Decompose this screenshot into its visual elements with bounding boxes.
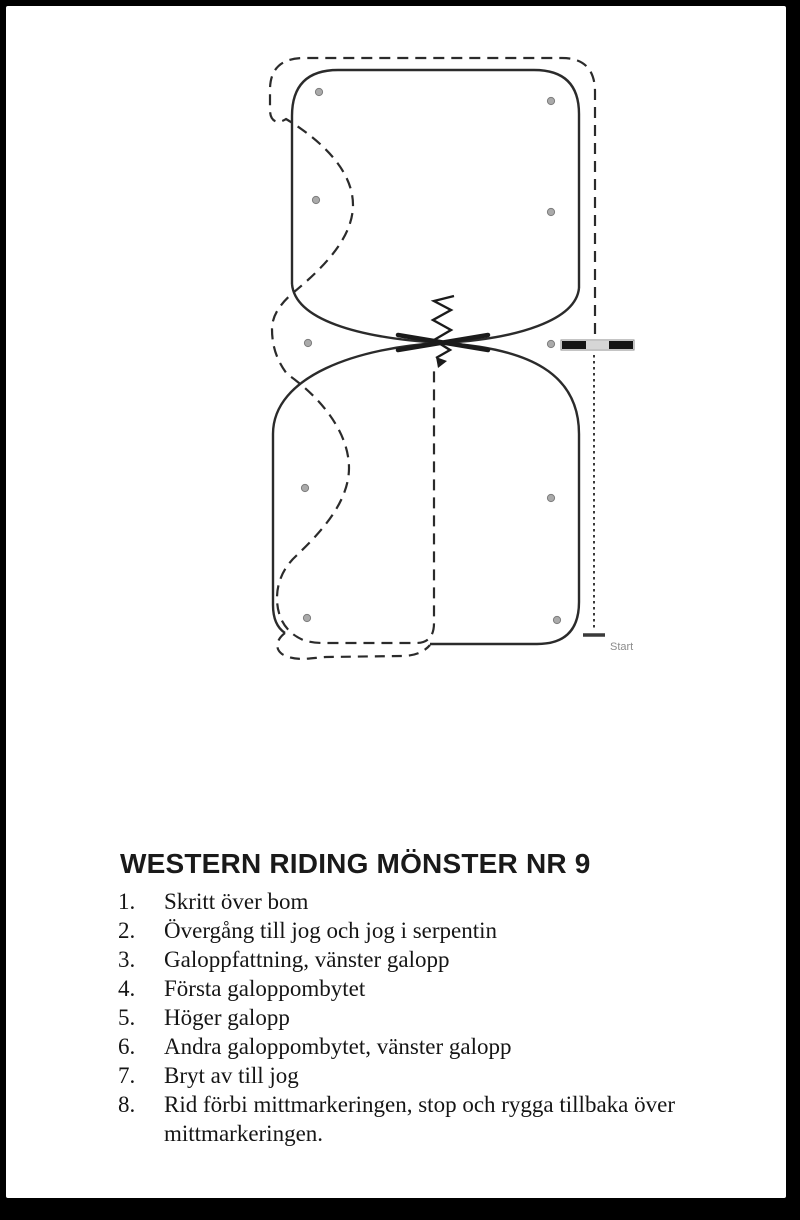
list-item-number: 1. [118,889,136,914]
cone-icon [547,208,554,215]
pattern-list [118,887,718,1148]
bom-zigzag-icon [433,296,454,358]
list-item-text: Skritt över bom [164,889,309,914]
list-item-number: 5. [118,1005,136,1030]
list-item [118,974,718,1003]
pattern-text-block [118,848,718,1148]
bottom-loop-right-solid-path [430,434,579,644]
entry-serpentine-dashed-path [270,58,595,643]
cone-icon [304,339,311,346]
list-item-text: Galoppfattning, vänster galopp [164,947,450,972]
cone-icon [547,494,554,501]
list-item [118,887,718,916]
top-loop-solid-path [292,70,579,288]
cone-icon [303,614,310,621]
document-page [6,6,786,1198]
start-label: Start [610,641,634,653]
list-item-text: Rid förbi mittmarkeringen, stop och rygga tillbaka över mittmarkeringen. [164,1092,675,1146]
cone-icon [547,97,554,104]
cone-icon [312,196,319,203]
list-item-number: 8. [118,1092,136,1117]
list-item-number: 2. [118,918,136,943]
list-item [118,1032,718,1061]
marker-segment-mid [586,341,609,349]
bottom-left-outer-dashed-path [277,633,430,659]
cone-icon [301,484,308,491]
cone-icon [553,616,560,623]
cross-curve-left-to-right [292,284,579,434]
list-item-number: 4. [118,976,136,1001]
list-item [118,1061,718,1090]
crossing-x-thick [398,335,488,350]
list-item-number: 7. [118,1063,136,1088]
list-item-text: Första galoppombytet [164,976,366,1001]
marker-segment-right [609,341,633,349]
list-item [118,916,718,945]
center-marker [561,340,634,350]
list-item-text: Andra galoppombytet, vänster galopp [164,1034,512,1059]
list-item [118,1090,718,1148]
bom-zigzag-end [436,357,447,368]
marker-segment-left [562,341,586,349]
list-item-text: Höger galopp [164,1005,290,1030]
cone-icon [547,340,554,347]
list-item-text: Bryt av till jog [164,1063,299,1088]
list-item [118,1003,718,1032]
cone-icon [315,88,322,95]
list-item [118,945,718,974]
list-item-number: 3. [118,947,136,972]
list-item-text: Övergång till jog och jog i serpentin [164,918,498,943]
list-item-number: 6. [118,1034,136,1059]
bottom-loop-left-solid-path [273,434,285,633]
pattern-title: WESTERN RIDING MÖNSTER NR 9 [120,848,591,879]
